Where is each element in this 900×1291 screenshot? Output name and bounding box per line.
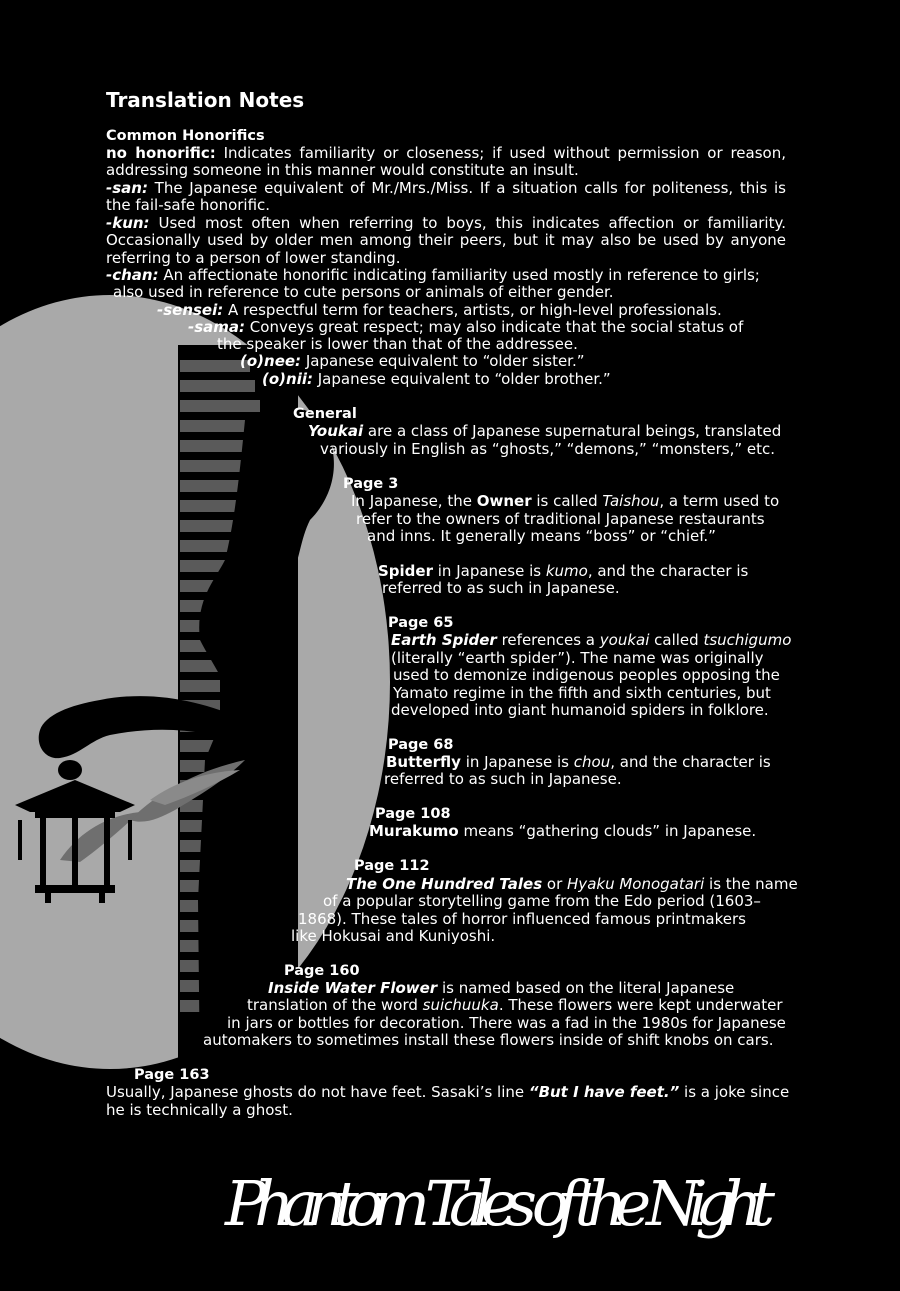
page65-note-line: Yamato regime in the fifth and sixth centuries, but <box>393 684 771 702</box>
page112-note-line: of a popular storytelling game from the Edo period (1603– <box>323 892 761 910</box>
page65-note-line: developed into giant humanoid spiders in folklore. <box>391 701 769 719</box>
page163-heading: Page 163 <box>134 1067 210 1083</box>
page112-note-line: 1868). These tales of horror influenced famous printmakers <box>298 910 746 928</box>
honorific-entry: -sensei: A respectful term for teachers, artists, or high-level professionals. <box>157 301 722 319</box>
page163-note-line: Usually, Japanese ghosts do not have feet. Sasaki’s line “But I have feet.” is a joke since <box>106 1083 790 1101</box>
page160-note-line: translation of the word suichuuka. These flowers were kept underwater <box>247 996 783 1014</box>
page160-heading: Page 160 <box>284 963 360 979</box>
page3-spider-line: Spider in Japanese is kumo, and the character is <box>378 562 749 580</box>
honorific-entry: -kun: Used most often when referring to boys, this indicates affection or familiarity. Occasionally used by older men among their peers, but it may also be used by anyone referring to a person of lower standing. <box>106 214 786 267</box>
page65-heading: Page 65 <box>388 615 454 631</box>
general-heading: General <box>293 406 357 422</box>
page-title: Translation Notes <box>106 88 305 112</box>
page68-heading: Page 68 <box>388 737 454 753</box>
logo-text: Phantom Tales of the Night <box>225 1167 775 1240</box>
phantom-tales-logo <box>215 1125 785 1255</box>
honorific-entry: no honorific: Indicates familiarity or closeness; if used without permission or reason, addressing someone in this manner would constitute an insult. <box>106 144 786 180</box>
general-note-line: variously in English as “ghosts,” “demons,” “monsters,” etc. <box>320 440 776 458</box>
page65-note-line: used to demonize indigenous peoples opposing the <box>393 666 780 684</box>
page3-note-line: In Japanese, the Owner is called Taishou, a term used to <box>351 492 780 510</box>
page3-note-line: and inns. It generally means “boss” or “chief.” <box>367 527 716 545</box>
page68-note-line: Butterfly in Japanese is chou, and the character is <box>386 753 771 771</box>
page112-note-line: The One Hundred Tales or Hyaku Monogatari is the name <box>346 875 798 893</box>
page3-heading: Page 3 <box>343 476 399 492</box>
honorifics-heading: Common Honorifics <box>106 128 265 144</box>
page3-note-line: refer to the owners of traditional Japanese restaurants <box>356 510 765 528</box>
honorific-entry: -chan: An affectionate honorific indicating familiarity used mostly in reference to girls; <box>106 266 760 284</box>
honorific-entry: (o)nee: Japanese equivalent to “older sister.” <box>240 352 585 370</box>
page160-note-line: automakers to sometimes install these flowers inside of shift knobs on cars. <box>203 1031 774 1049</box>
honorific-entry: (o)nii: Japanese equivalent to “older brother.” <box>262 370 611 388</box>
page112-heading: Page 112 <box>354 858 430 874</box>
honorific-entry: also used in reference to cute persons or animals of either gender. <box>113 283 614 301</box>
page65-note-line: (literally “earth spider”). The name was originally <box>391 649 764 667</box>
honorific-entry: -sama: Conveys great respect; may also indicate that the social status of <box>188 318 744 336</box>
page160-note-line: Inside Water Flower is named based on the literal Japanese <box>268 979 735 997</box>
page108-note-line: Murakumo means “gathering clouds” in Japanese. <box>369 822 757 840</box>
page3-spider-line: referred to as such in Japanese. <box>382 579 620 597</box>
general-note-line: Youkai are a class of Japanese supernatural beings, translated <box>308 422 782 440</box>
honorific-entry: -san: The Japanese equivalent of Mr./Mrs./Miss. If a situation calls for politeness, this is the fail-safe honorific. <box>106 179 786 215</box>
page160-note-line: in jars or bottles for decoration. There was a fad in the 1980s for Japanese <box>227 1014 786 1032</box>
page112-note-line: like Hokusai and Kuniyoshi. <box>291 927 496 945</box>
honorific-entry: the speaker is lower than that of the addressee. <box>217 335 578 353</box>
page68-note-line: referred to as such in Japanese. <box>384 770 622 788</box>
page65-note-line: Earth Spider references a youkai called tsuchigumo <box>391 631 792 649</box>
page163-note-line: he is technically a ghost. <box>106 1101 293 1119</box>
page108-heading: Page 108 <box>375 806 451 822</box>
